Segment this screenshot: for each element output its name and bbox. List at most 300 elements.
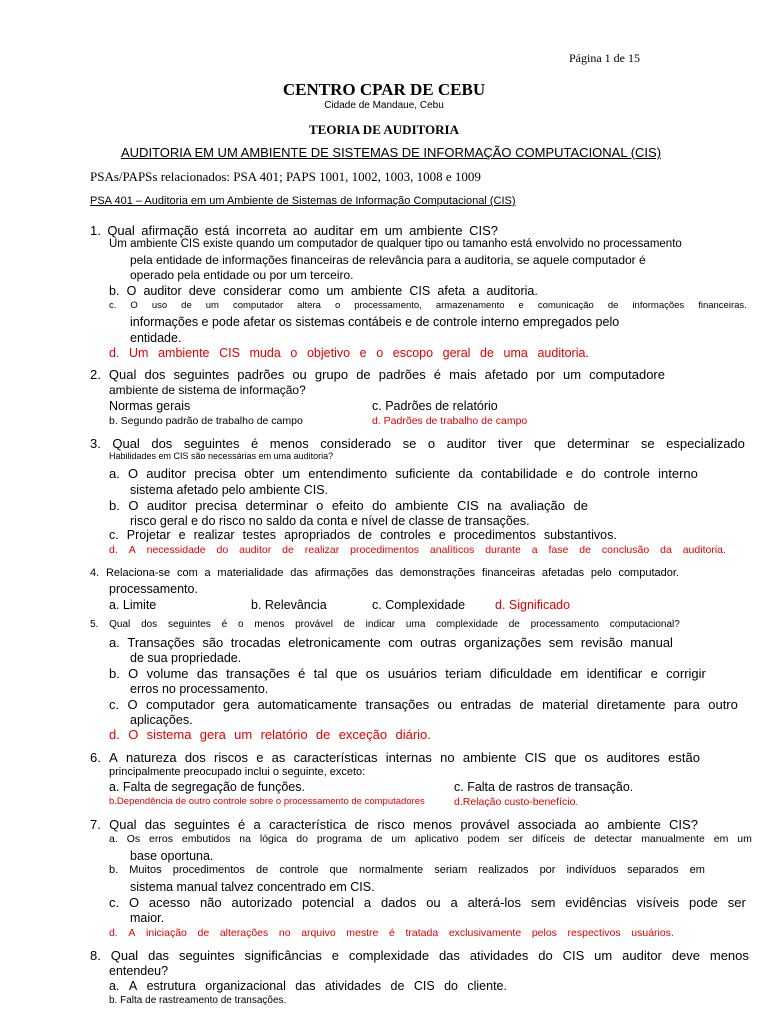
word: pelos	[531, 927, 557, 939]
word: risco	[377, 817, 405, 832]
word: menos	[709, 948, 749, 963]
word: significâncias	[244, 948, 322, 963]
word: é	[251, 436, 259, 451]
word: os	[584, 750, 599, 765]
word: O	[130, 300, 138, 311]
word: d.	[109, 544, 118, 556]
word: de	[390, 979, 405, 993]
word: em	[560, 666, 579, 681]
word: natureza	[125, 750, 177, 765]
word: interno	[658, 466, 698, 481]
word: gera	[199, 727, 226, 742]
q3-option-a-line1	[109, 467, 698, 480]
word: e	[331, 948, 339, 963]
word: auditor	[146, 498, 187, 513]
question-6	[90, 751, 700, 764]
word: ambiente	[395, 498, 449, 513]
word: apropriados	[284, 528, 351, 542]
word: ambiente	[462, 750, 517, 765]
question-2	[90, 368, 665, 381]
word: evidências	[565, 895, 627, 910]
word: b.	[109, 666, 120, 681]
word: características	[293, 750, 378, 765]
word: sistema	[146, 727, 192, 742]
word: exclusivamente	[448, 927, 522, 939]
word: um	[562, 367, 582, 382]
word: informações	[632, 300, 685, 311]
word: característica	[269, 817, 347, 832]
word: financeiras	[481, 567, 536, 579]
word: 4.	[90, 567, 100, 579]
word: visíveis	[636, 895, 680, 910]
word: outro	[708, 697, 738, 712]
word: conclusão	[601, 544, 650, 556]
word: alterá-los	[467, 895, 522, 910]
word: de	[607, 300, 619, 311]
q1-option-d-answer	[109, 347, 589, 360]
q2-option-c: c. Padrões de relatório	[372, 399, 498, 413]
word: tal	[313, 666, 328, 681]
word: b.	[109, 498, 120, 513]
word: potencial	[302, 895, 355, 910]
word: b.	[109, 284, 120, 298]
word: a.	[109, 466, 120, 481]
word: é	[298, 666, 306, 681]
word: ou	[292, 367, 307, 382]
word: e	[359, 346, 367, 360]
word: o	[427, 436, 436, 451]
q1-option-c-line2: informações e pode afetar os sistemas contábeis e de controle interno empregados pelo	[130, 315, 620, 329]
word: provável	[460, 817, 510, 832]
word: uma	[503, 346, 528, 360]
q3-option-d-answer	[109, 545, 726, 556]
word: estrutura	[146, 979, 196, 993]
word: padrões	[378, 367, 426, 382]
word: a.	[109, 635, 120, 650]
q3-option-c	[109, 529, 617, 542]
word: um	[391, 833, 406, 845]
word: associada	[517, 817, 577, 832]
word: de	[282, 544, 294, 556]
q1-option-a-line2: pela entidade de informações financeiras de relevância para a auditoria, se aquele computador é	[130, 253, 646, 267]
word: seguintes	[173, 367, 230, 382]
word: do	[296, 833, 308, 845]
word: organizacional	[205, 979, 286, 993]
word: está	[204, 223, 230, 238]
word: Projetar	[126, 528, 171, 542]
word: auditor	[143, 284, 182, 298]
word: objetivo	[306, 346, 351, 360]
word: a	[450, 895, 458, 910]
word: ou	[437, 697, 452, 712]
word: geral	[442, 346, 471, 360]
word: a.	[109, 833, 118, 845]
word: no	[278, 927, 291, 939]
word: auditoria.	[537, 346, 589, 360]
word: programa	[316, 833, 362, 845]
word: iniciação	[146, 927, 187, 939]
word: que	[533, 436, 556, 451]
word: incorreta	[235, 223, 287, 238]
word: o	[334, 300, 341, 311]
word: ser	[508, 833, 524, 845]
word: respectivos	[567, 927, 621, 939]
word: de	[356, 367, 371, 382]
q5-option-b-line2: erros no processamento.	[130, 682, 269, 696]
word: da	[660, 544, 672, 556]
word: seguintes	[167, 619, 211, 630]
word: considerar	[223, 284, 282, 298]
word: indicar	[365, 619, 396, 630]
q3-option-a-line2: sistema afetado pelo ambiente CIS.	[130, 483, 329, 497]
word: 8.	[90, 948, 101, 963]
word: A	[109, 750, 118, 765]
word: um	[234, 727, 253, 742]
word: computador.	[618, 567, 679, 579]
word: especializado	[666, 436, 745, 451]
word: de	[255, 864, 269, 876]
word: eletronicamente	[288, 635, 381, 650]
word: afirmações	[314, 567, 369, 579]
q2-option-d-answer: d. Padrões de trabalho de campo	[372, 415, 528, 427]
word: A	[128, 979, 138, 993]
word: a	[253, 817, 261, 832]
word: computadore	[589, 367, 665, 382]
word: é	[238, 817, 246, 832]
word: transações	[365, 697, 430, 712]
q6-option-c: c. Falta de rastros de transação.	[454, 780, 634, 794]
word: 7.	[90, 817, 101, 832]
word: c.	[109, 300, 117, 311]
word: a	[363, 895, 372, 910]
word: de	[573, 498, 588, 513]
q5-option-a-line2: de sua propriedade.	[130, 651, 242, 665]
word: escopo	[392, 346, 434, 360]
word: uso	[151, 300, 168, 311]
word: afetadas	[541, 567, 585, 579]
word: ambiente	[350, 284, 403, 298]
word: dificuldade	[489, 666, 552, 681]
word: em	[689, 864, 705, 876]
word: b.	[109, 864, 119, 876]
word: de	[579, 544, 591, 556]
word: complexidade	[348, 948, 430, 963]
word: difíceis	[532, 833, 565, 845]
word: a	[472, 284, 480, 298]
q7-option-c-line1	[109, 896, 746, 909]
word: lógica	[259, 833, 288, 845]
word: atividades	[324, 979, 382, 993]
word: alterações	[219, 927, 269, 939]
word: O	[128, 666, 139, 681]
q5-option-a-line1	[109, 636, 673, 649]
word: CIS	[524, 750, 547, 765]
word: CIS?	[469, 223, 498, 238]
word: contabilidade	[480, 466, 558, 481]
word: de	[519, 697, 534, 712]
word: menos	[254, 619, 285, 630]
word: c.	[109, 697, 120, 712]
word: afeta	[437, 284, 466, 298]
word: de	[370, 833, 383, 845]
word: o	[316, 498, 324, 513]
word: indivíduos	[566, 864, 617, 876]
word: por	[536, 367, 555, 382]
question-7	[90, 818, 698, 831]
word: do	[216, 544, 229, 556]
q4-option-b: b. Relevância	[251, 598, 327, 612]
page-title: CENTRO CPAR DE CEBU	[282, 80, 486, 99]
word: o	[290, 346, 298, 360]
word: estão	[668, 750, 700, 765]
word: embutidos	[181, 833, 231, 845]
word: mais	[449, 367, 477, 382]
word: e	[518, 300, 524, 311]
word: Qual	[112, 436, 140, 451]
word: que	[554, 750, 577, 765]
word: auditores	[606, 750, 660, 765]
word: computador	[232, 300, 284, 311]
word: pelo	[590, 567, 612, 579]
q7-option-a-line1	[109, 834, 752, 845]
word: ambiente	[607, 817, 661, 832]
q5-option-c-line2: aplicações.	[130, 713, 193, 727]
word: determinar	[245, 498, 308, 513]
word: obter	[244, 466, 274, 481]
word: atividades	[469, 948, 529, 963]
word: que	[329, 864, 348, 876]
word: transações	[226, 666, 290, 681]
word: mestre	[346, 927, 379, 939]
word: necessidade	[146, 544, 206, 556]
word: identificar	[586, 666, 643, 681]
q5-option-d-answer	[109, 728, 431, 741]
word: 5.	[90, 619, 99, 630]
question-4-line2: processamento.	[109, 582, 198, 596]
word: altera	[297, 300, 321, 311]
word: para	[673, 697, 700, 712]
word: ser	[727, 895, 746, 910]
word: ou	[426, 895, 441, 910]
word: um	[594, 948, 613, 963]
word: relatório	[260, 727, 308, 742]
word: CIS	[413, 979, 435, 993]
q4-option-a: a. Limite	[109, 598, 157, 612]
word: auditor	[146, 466, 187, 481]
q1-option-b	[109, 285, 538, 298]
q6-option-a: a. Falta de segregação de funções.	[109, 780, 305, 794]
word: das	[148, 948, 170, 963]
q2-option-a: Normas gerais	[109, 399, 191, 413]
word: e	[256, 750, 264, 765]
word: são	[202, 635, 224, 650]
word: a.	[109, 979, 120, 993]
word: dos	[151, 436, 173, 451]
word: das	[375, 567, 394, 579]
word: se	[640, 436, 655, 451]
word: das	[144, 817, 166, 832]
word: procedimentos	[172, 864, 245, 876]
word: auditor	[446, 436, 487, 451]
related-standards: PSAs/PAPSs relacionados: PSA 401; PAPS 1001, 1002, 1003, 1008 e 1009	[90, 169, 481, 184]
word: trocadas	[230, 635, 281, 650]
word: que	[335, 666, 358, 681]
word: um	[205, 300, 219, 311]
word: automaticamente	[257, 697, 358, 712]
word: realizados	[478, 864, 529, 876]
q1-option-c-line1	[109, 301, 747, 311]
word: realizar	[304, 544, 340, 556]
q3-option-b-line1	[109, 499, 588, 512]
word: ambiente	[158, 346, 210, 360]
word: organizações	[463, 635, 542, 650]
word: Qual	[107, 223, 135, 238]
word: em	[360, 223, 379, 238]
word: auditor	[239, 544, 272, 556]
word: por	[539, 864, 556, 876]
word: de	[181, 300, 192, 311]
word: em	[713, 833, 729, 845]
page-number: Página 1 de 15	[569, 51, 640, 65]
word: riscos	[214, 750, 248, 765]
word: tratada	[405, 927, 439, 939]
word: complexidade	[436, 619, 498, 630]
word: armazenamento	[435, 300, 505, 311]
word: deve	[188, 284, 216, 298]
word: de	[197, 927, 210, 939]
question-8-line2: entendeu?	[109, 964, 169, 978]
word: é	[221, 619, 228, 630]
word: auditoria.	[682, 544, 726, 556]
word: sem	[530, 895, 556, 910]
word: Qual	[109, 817, 137, 832]
word: realizar	[193, 528, 235, 542]
word: um	[737, 833, 752, 845]
word: d.	[109, 727, 120, 742]
word: na	[239, 833, 251, 845]
q5-option-b-line1	[109, 667, 706, 680]
word: fase	[548, 544, 569, 556]
word: e	[650, 666, 658, 681]
word: manualmente	[641, 833, 705, 845]
word: sem	[548, 635, 574, 650]
word: acesso	[148, 895, 191, 910]
word: ao	[584, 817, 600, 832]
word: e	[178, 528, 186, 542]
word: cliente.	[467, 979, 507, 993]
word: auditar	[313, 223, 354, 238]
word: tiver	[497, 436, 523, 451]
word: Relaciona-se	[105, 567, 171, 579]
word: controles	[380, 528, 431, 542]
word: 6.	[90, 750, 101, 765]
word: é	[433, 367, 442, 382]
q7-option-a-line2: base oportuna.	[130, 849, 214, 863]
word: da	[458, 466, 473, 481]
word: Qual	[110, 948, 139, 963]
question-4	[90, 568, 679, 579]
word: das	[438, 948, 460, 963]
word: ao	[292, 223, 308, 238]
word: provável	[295, 619, 333, 630]
word: com	[388, 635, 413, 650]
word: de	[358, 528, 373, 542]
word: precisa	[194, 466, 237, 481]
question-6-line2: principalmente preocupado inclui o seguinte, exceto:	[109, 766, 366, 778]
word: não	[199, 895, 222, 910]
word: dados	[380, 895, 417, 910]
q8-option-b: b. Falta de rastreamento de transações.	[109, 995, 287, 1006]
word: usuários	[387, 666, 437, 681]
word: do	[581, 466, 596, 481]
word: durante	[485, 544, 521, 556]
word: arquivo	[301, 927, 336, 939]
word: um	[384, 223, 403, 238]
word: O	[128, 727, 139, 742]
word: substantivos.	[543, 528, 617, 542]
word: c.	[109, 895, 120, 910]
word: O	[128, 466, 139, 481]
q1-option-a-line1: Um ambiente CIS existe quando um computador de qualquer tipo ou tamanho está envolvido no processamento	[109, 238, 682, 250]
q7-option-b-line2: sistema manual talvez concentrado em CIS.	[130, 880, 375, 894]
word: erros	[149, 833, 173, 845]
word: e	[438, 528, 446, 542]
word: a	[204, 567, 211, 579]
word: com	[176, 567, 198, 579]
question-2-line2: ambiente de sistema de informação?	[109, 383, 306, 397]
word: podem	[467, 833, 500, 845]
word: O	[128, 895, 140, 910]
word: usuários.	[631, 927, 674, 939]
word: revisão	[580, 635, 623, 650]
word: computador	[146, 697, 215, 712]
q6-option-b-answer: b.Dependência de outro controle sobre o processamento de computadores	[109, 796, 425, 807]
psa-heading: PSA 401 – Auditoria em um Ambiente de Sistemas de Informação Computacional (CIS)	[90, 195, 516, 207]
word: outras	[420, 635, 457, 650]
word: o	[376, 346, 384, 360]
word: autorizado	[231, 895, 293, 910]
word: dos	[184, 750, 206, 765]
word: testes	[242, 528, 277, 542]
q1-option-c-line3: entidade.	[130, 331, 182, 345]
q7-option-d-answer	[109, 928, 674, 939]
q4-option-c: c. Complexidade	[372, 598, 466, 612]
word: diário.	[395, 727, 431, 742]
word: do	[372, 498, 387, 513]
word: 1.	[90, 223, 101, 238]
word: O	[126, 284, 137, 298]
word: O	[127, 697, 138, 712]
word: é	[389, 927, 395, 939]
word: Qual	[108, 367, 137, 382]
word: seguintes	[183, 436, 240, 451]
question-3-note: Habilidades em CIS são necessárias em uma auditoria?	[109, 451, 334, 461]
word: demonstrações	[399, 567, 476, 579]
word: O	[128, 498, 139, 513]
word: separados	[627, 864, 679, 876]
word: das	[295, 979, 316, 993]
word: CIS	[562, 948, 585, 963]
question-3	[90, 437, 745, 450]
word: 3.	[90, 436, 101, 451]
word: processamento,	[354, 300, 422, 311]
word: se	[402, 436, 417, 451]
word: suficiente	[395, 466, 451, 481]
q7-option-c-line2: maior.	[130, 911, 165, 925]
word: considerado	[320, 436, 392, 451]
word: c.	[109, 528, 119, 542]
word: menos	[269, 436, 309, 451]
